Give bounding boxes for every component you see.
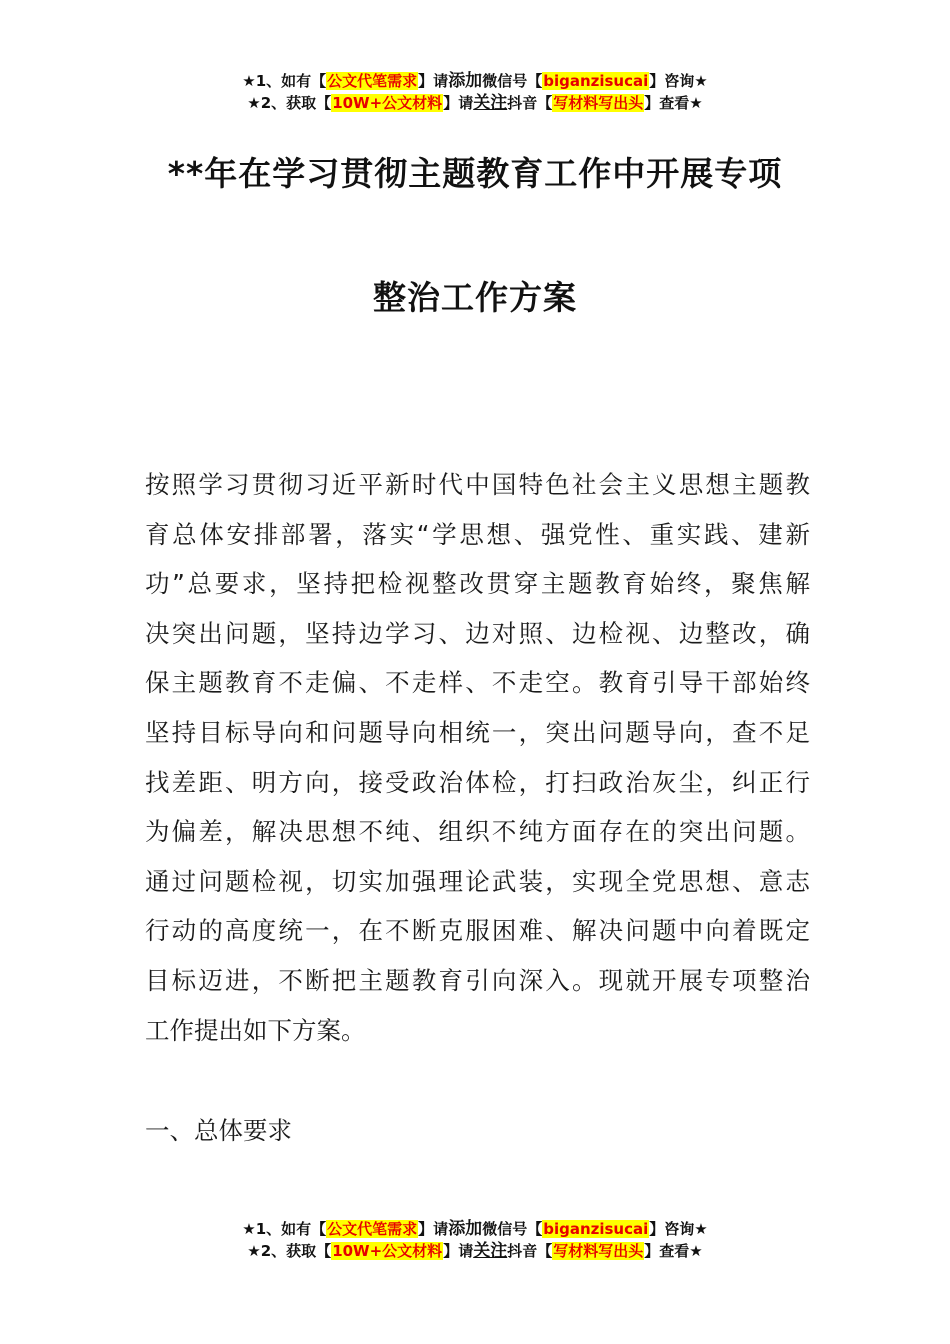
promo-highlight-materials: 10W+公文材料	[332, 94, 443, 112]
promo-highlight-douyin: 写材料写出头	[553, 1242, 644, 1260]
promo-line-1-prefix: ★1、如有【	[242, 1220, 327, 1238]
promo-line-1-mid: 】请	[418, 72, 449, 90]
promo-emphasis-add: 添加	[448, 1219, 483, 1239]
body-line: 育总体安排部署，落实“学思想、强党性、重实践、建新	[145, 519, 810, 549]
promo-banner-top	[0, 70, 950, 114]
body-line: 目标迈进，不断把主题教育引向深入。现就开展专项整治	[145, 965, 810, 995]
promo-line-2-prefix: ★2、获取【	[247, 1242, 332, 1260]
promo-line-1-suffix: 】咨询★	[649, 1220, 708, 1238]
section-heading: 一、总体要求	[145, 1116, 292, 1145]
promo-line-1-suffix: 】咨询★	[649, 72, 708, 90]
promo-line-1-mid2: 微信号【	[482, 72, 543, 90]
body-line: 功”总要求，坚持把检视整改贯穿主题教育始终，聚焦解	[145, 569, 810, 599]
body-line: 坚持目标导向和问题导向相统一，突出问题导向，查不足	[145, 717, 810, 747]
body-line: 按照学习贯彻习近平新时代中国特色社会主义思想主题教	[145, 470, 810, 499]
promo-line-2-suffix: 】查看★	[644, 94, 703, 112]
promo-line-2-mid2: 抖音【	[507, 94, 553, 112]
promo-line-2	[0, 92, 950, 114]
promo-emphasis-follow: 关注	[473, 1241, 508, 1261]
promo-line-2-suffix: 】查看★	[644, 1242, 703, 1260]
body-line: 决突出问题，坚持边学习、边对照、边检视、边整改，确	[145, 618, 810, 648]
body-line: 工作提出如下方案。	[145, 1015, 366, 1045]
document-title-line-1: **年在学习贯彻主题教育工作中开展专项	[167, 154, 783, 193]
promo-line-2-prefix: ★2、获取【	[247, 94, 332, 112]
promo-highlight-materials: 10W+公文材料	[332, 1242, 443, 1260]
body-line: 行动的高度统一，在不断克服困难、解决问题中向着既定	[145, 916, 810, 946]
promo-line-1	[0, 70, 950, 92]
document-title-line-2: 整治工作方案	[373, 278, 577, 317]
promo-line-1-mid2: 微信号【	[482, 1220, 543, 1238]
document-body-paragraph	[145, 460, 810, 1055]
promo-line-1-mid: 】请	[418, 1220, 449, 1238]
promo-line-2	[0, 1240, 950, 1262]
promo-banner-bottom	[0, 1218, 950, 1262]
promo-line-1-prefix: ★1、如有【	[242, 72, 327, 90]
promo-highlight-service: 公文代笔需求	[327, 72, 418, 90]
body-line: 保主题教育不走偏、不走样、不走空。教育引导干部始终	[145, 668, 810, 698]
promo-emphasis-follow: 关注	[473, 93, 508, 113]
promo-line-2-mid: 】请	[443, 1242, 474, 1260]
promo-highlight-douyin: 写材料写出头	[553, 94, 644, 112]
promo-line-1	[0, 1218, 950, 1240]
body-line: 通过问题检视，切实加强理论武装，实现全党思想、意志	[145, 866, 810, 896]
promo-line-2-mid2: 抖音【	[507, 1242, 553, 1260]
body-line: 找差距、明方向，接受政治体检，打扫政治灰尘，纠正行	[145, 767, 810, 797]
body-line: 为偏差，解决思想不纯、组织不纯方面存在的突出问题。	[145, 817, 810, 847]
promo-highlight-wechat-id: biganzisucai	[543, 72, 649, 90]
promo-highlight-wechat-id: biganzisucai	[543, 1220, 649, 1238]
promo-emphasis-add: 添加	[448, 71, 483, 91]
promo-highlight-service: 公文代笔需求	[327, 1220, 418, 1238]
promo-line-2-mid: 】请	[443, 94, 474, 112]
